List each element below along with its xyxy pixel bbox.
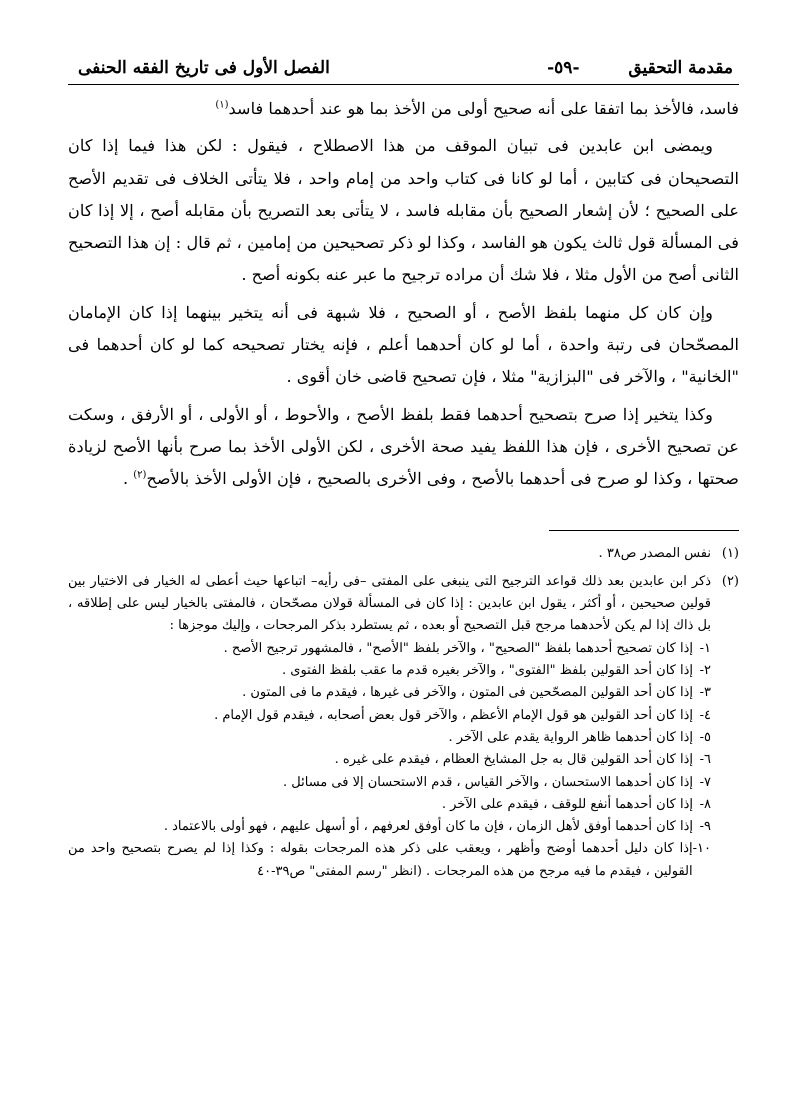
chapter-title: الفصل الأول فى تاريخ الفقه الحنفى	[78, 58, 330, 78]
book-section-title: مقدمة التحقيق	[628, 58, 733, 78]
item-number: ٣-	[699, 685, 711, 701]
paragraph-text: وكذا يتخير إذا صرح بتصحيح أحدهما فقط بلفظ الأصح ، والأحوط ، أو الأولى ، أو الأرفق ، وسكت عن تصحيح الأخرى ، فإن هذا اللفظ يفيد صحة الأخرى ، لكن الأولى الأخذ بما صرح بأنها الأصح لزيادة صحتها ، وكذا لو صرح فى أحدهما بالأصح ، وفى الأخرى بالصحيح ، فإن الأولى الأخذ بالأصح	[68, 404, 739, 489]
item-text: إذا كان أحد القولين قال به جل المشايخ العظام ، فيقدم على غيره .	[334, 752, 693, 768]
footnote-ref-1: (١)	[215, 99, 229, 111]
paragraph-text: فاسد، فالأخذ بما اتفقا على أنه صحيح أولى من الأخذ بما هو عند أحدهما فاسد	[228, 99, 739, 118]
document-page	[68, 58, 739, 1089]
item-text: إذا كان دليل أحدهما أوضح وأظهر ، ويعقب على ذكر هذه المرجحات بقوله : وكذا إذا لم يصرح بتصحيح واحد من القولين ، فيقدم ما فيه مرجح من هذه المرجحات . (انظر "رسم المفتى" ص٣٩-٤٠	[68, 841, 693, 879]
item-number: ٦-	[699, 752, 711, 768]
footnote-2	[68, 571, 739, 883]
main-text	[68, 93, 739, 496]
paragraph-end: .	[122, 469, 134, 489]
item-number: ٤-	[699, 707, 711, 723]
item-text: إذا كان أحدهما أنفع للوقف ، فيقدم على الآخر .	[441, 796, 693, 812]
criteria-list	[68, 638, 711, 883]
footnote-1	[68, 543, 739, 565]
list-item	[68, 772, 711, 794]
item-number: ٧-	[699, 774, 711, 790]
item-text: إذا كان أحد القولين هو قول الإمام الأعظم ، والآخر قول بعض أصحابه ، فيقدم قول الإمام .	[214, 707, 693, 723]
footnote-number: (١)	[721, 545, 739, 561]
item-text: إذا كان أحدهما الاستحسان ، والآخر القياس ، قدم الاستحسان إلا فى مسائل .	[283, 774, 693, 790]
paragraph-3	[68, 297, 739, 394]
paragraph-1	[68, 93, 739, 125]
item-number: ١٠-	[692, 841, 711, 857]
list-item	[68, 638, 711, 660]
running-header	[68, 58, 739, 85]
footnotes	[68, 543, 739, 883]
item-text: إذا كان أحدهما أوفق لأهل الزمان ، فإن ما كان أوفق لعرفهم ، أو أسهل عليهم ، فهو أولى بالاعتماد .	[163, 819, 693, 835]
item-text: إذا كان تصحيح أحدهما بلفظ "الصحيح" ، والآخر بلفظ "الأصح" ، فالمشهور ترجيح الأصح .	[223, 640, 693, 656]
list-item	[68, 838, 711, 883]
item-number: ٥-	[699, 729, 711, 745]
item-number: ٩-	[699, 819, 711, 835]
item-text: إذا كان أحدهما ظاهر الرواية يقدم على الآخر .	[448, 729, 693, 745]
list-item	[68, 794, 711, 816]
paragraph-text: وإن كان كل منهما بلفظ الأصح ، أو الصحيح ، فلا شبهة فى أنه يتخير بينهما إذا كان الإمامان المصحّحان فى رتبة واحدة ، أما لو كان أحدهما أعلم ، فإنه يختار تصحيحه كما لو كان أحدهما فى "الخانية" ، والآخر فى "البزازية" مثلا ، فإن تصحيح قاضى خان أقوى .	[68, 302, 739, 387]
paragraph-4	[68, 399, 739, 496]
list-item	[68, 727, 711, 749]
list-item	[68, 705, 711, 727]
list-item	[68, 682, 711, 704]
paragraph-2	[68, 130, 739, 291]
footnote-body	[68, 571, 711, 883]
item-text: إذا كان أحد القولين المصحّحين فى المتون ، والآخر فى غيرها ، فيقدم ما فى المتون .	[242, 685, 693, 701]
item-number: ٨-	[699, 796, 711, 812]
footnote-text: نفس المصدر ص٣٨ .	[598, 545, 711, 561]
footnote-separator	[549, 530, 739, 531]
footnote-intro: ذكر ابن عابدين بعد ذلك قواعد الترجيح التى ينبغى على المفتى –فى رأيه– اتباعها حيث أعطى له الخيار فى الاختيار بين قولين صحيحين ، أو أكثر ، يقول ابن عابدين : إذا كان فى المسألة قولان مصحّحان ، فالمفتى بالخيار ليس على إطلاقه ، بل ذاك إذا لم يكن لأحدهما مرجح قبل التصحيح أو بعده ، ثم يستطرد بذكر المرجحات ، وإليك موجزها :	[68, 573, 711, 634]
item-text: إذا كان أحد القولين بلفظ "الفتوى" ، والآخر بغيره قدم ما عقب بلفظ الفتوى .	[282, 663, 693, 679]
paragraph-text: ويمضى ابن عابدين فى تبيان الموقف من هذا الاصطلاح ، فيقول : لكن هذا فيما إذا كان التصحيحان فى كتابين ، أما لو كانا فى كتاب واحد من إمام واحد ، فلا يتأتى الخلاف فى تقديم الأصح على الصحيح ؛ لأن إشعار الصحيح بأن مقابله فاسد ، لا يتأتى بعد التصريح بأن مقابله أصح ، إلا إذا كان فى المسألة قول ثالث يكون هو الفاسد ، وكذا لو ذكر تصحيحين من إمامين ، ثم قال : إن هذا التصحيح الثانى أصح من الأول مثلا ، فلا شك أن مراده ترجيح ما عبر عنه بكونه أصح .	[68, 136, 739, 285]
page-number: -٥٩-	[547, 58, 580, 78]
footnote-ref-2: (٢)	[133, 469, 147, 481]
item-number: ٢-	[699, 663, 711, 679]
footnote-number: (٢)	[721, 573, 739, 589]
list-item	[68, 749, 711, 771]
list-item	[68, 816, 711, 838]
list-item	[68, 660, 711, 682]
item-number: ١-	[699, 640, 711, 656]
